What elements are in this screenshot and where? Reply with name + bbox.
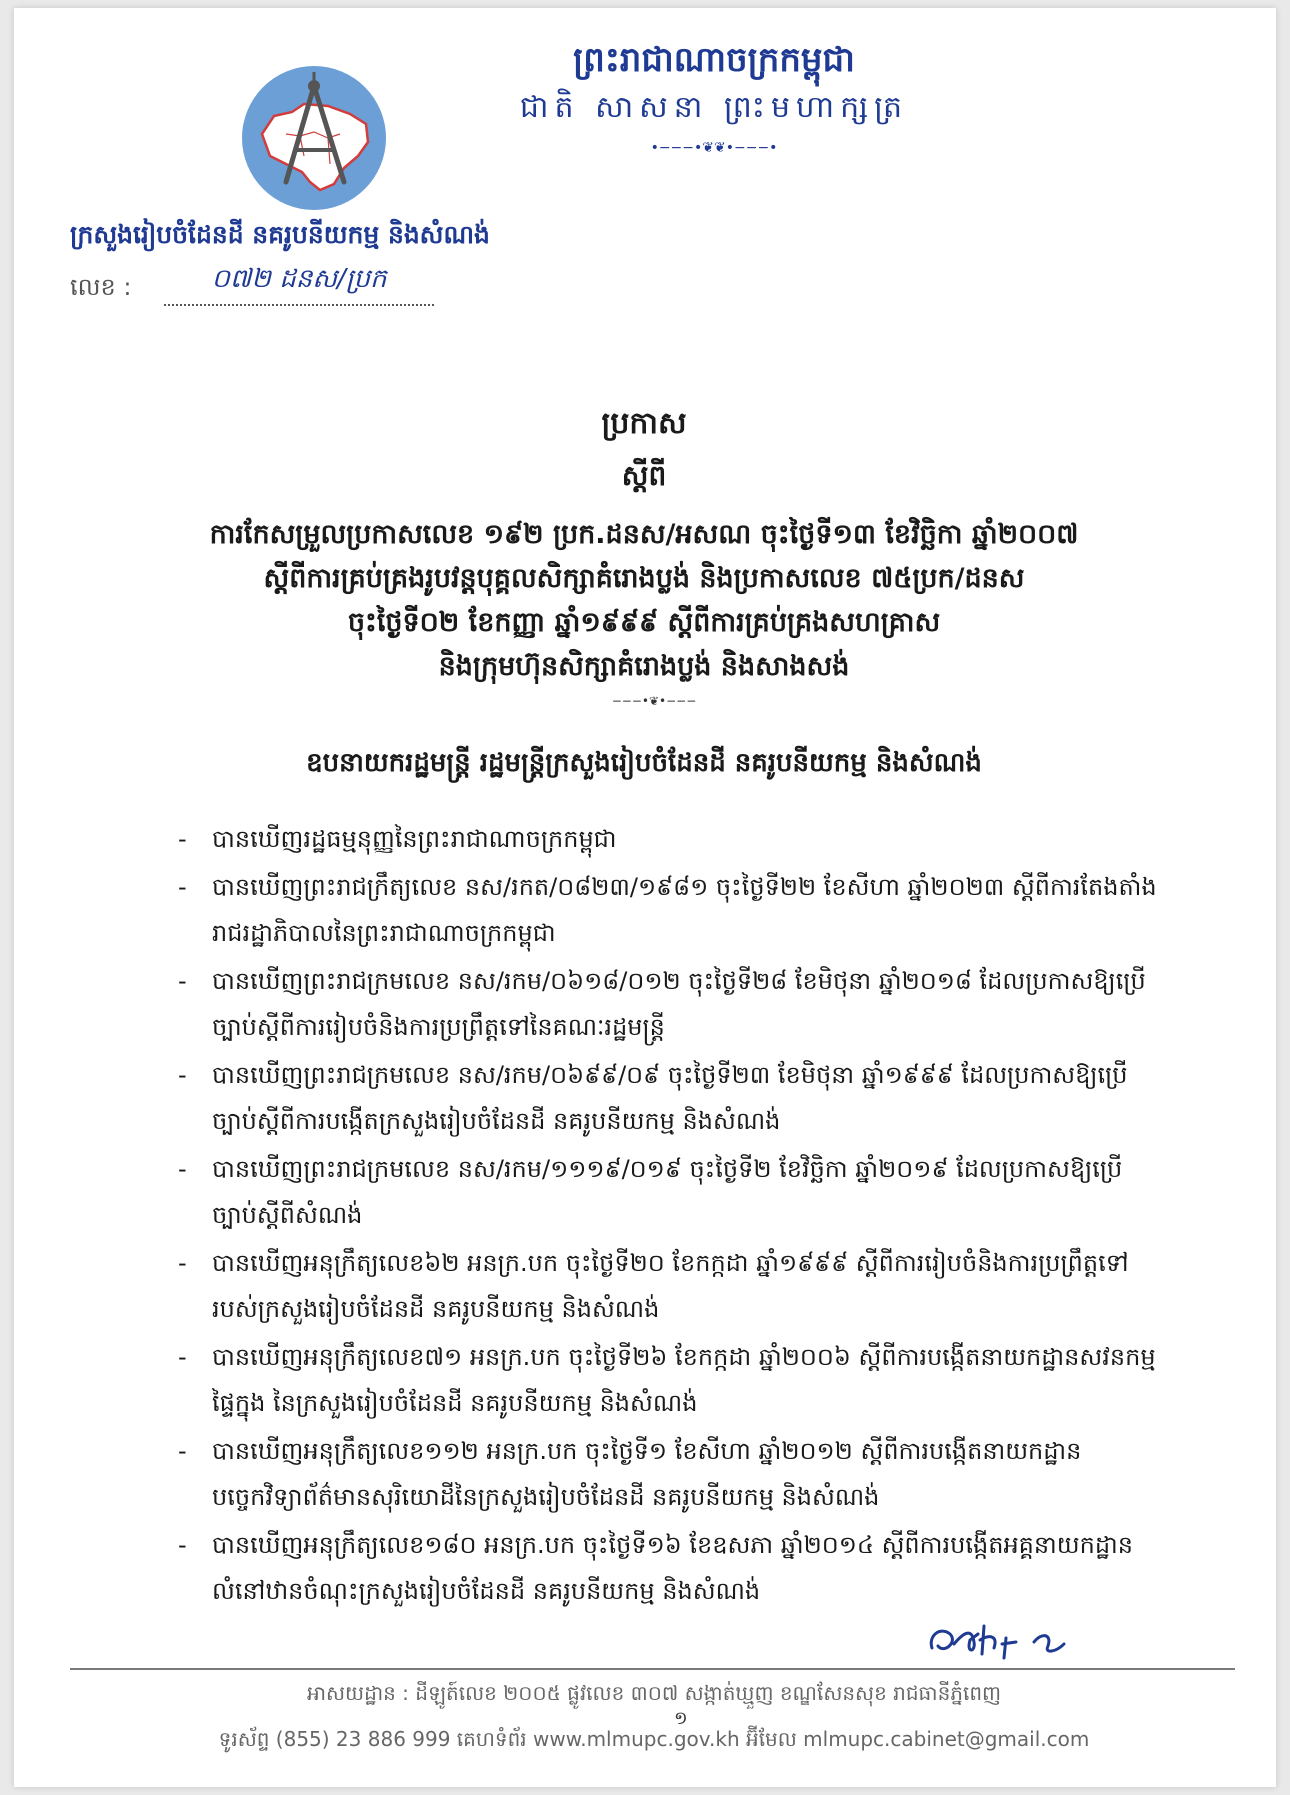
page-number: ១ — [674, 1708, 688, 1729]
title-sdeypi: ស្ដីពី — [621, 459, 667, 492]
list-item: - បានឃើញអនុក្រឹត្យលេខ១១២ អនក្រ.បក ចុះថ្ងៃទី១ ខែសីហា ឆ្នាំ២០១២ ស្ដីពីការបង្កើតនាយកដ្ឋានបច្ចេកវិទ្យាព័ត៌មានសុរិយោដីនៃក្រសួងរៀបចំដែនដី នគរូបនីយកម្ម និងសំណង់ — [164, 1428, 1164, 1520]
title-line: ការកែសម្រួលប្រកាសលេខ ១៩២ ប្រក.ដនស/អសណ ចុះថ្ងៃទី១៣ ខែវិច្ឆិកា ឆ្នាំ២០០៧ — [209, 519, 1079, 550]
minister-heading: ឧបនាយករដ្ឋមន្ត្រី រដ្ឋមន្ត្រីក្រសួងរៀបចំដែនដី នគរូបនីយកម្ម និងសំណង់ — [306, 748, 982, 778]
document-number-label: លេខ : — [70, 273, 132, 301]
national-motto: ជាតិ សាសនា ព្រះមហាក្សត្រ — [519, 90, 909, 125]
header-ornament: •−−−•❦❦•−−−• — [650, 140, 778, 156]
document-title — [94, 404, 1194, 689]
ministry-name: ក្រសួងរៀបចំដែនដី នគរូបនីយកម្ម និងសំណង់ — [70, 220, 490, 249]
list-item: - បានឃើញអនុក្រឹត្យលេខ៧១ អនក្រ.បក ចុះថ្ងៃទី២៦ ខែកក្កដា ឆ្នាំ២០០៦ ស្ដីពីការបង្កើតនាយកដ្ឋានសវនកម្មផ្ទៃក្នុង នៃក្រសួងរៀបចំដែនដី នគរូបនីយកម្ម និងសំណង់ — [164, 1334, 1164, 1426]
signature-icon — [924, 1614, 1084, 1670]
document-page — [14, 8, 1276, 1787]
ministry-logo-icon — [240, 64, 388, 212]
footer-contact: ទូរស័ព្ទ (855) 23 886 999 គេហទំព័រ www.mlmupc.gov.kh អ៊ីមែល mlmupc.cabinet@gmail.com — [218, 1727, 1090, 1751]
document-number-value: ០៧២ ដនស/ប្រក — [164, 262, 434, 306]
considerations-list — [164, 816, 1164, 1616]
title-line: និងក្រុមហ៊ុនសិក្សាគំរោងប្លង់ និងសាងសង់ — [438, 651, 850, 682]
list-item: - បានឃើញព្រះរាជក្រមលេខ នស/រកម/០៦៩៩/០៩ ចុះថ្ងៃទី២៣ ខែមិថុនា ឆ្នាំ១៩៩៩ ដែលប្រកាសឱ្យប្រើច្បាប់ស្ដីពីការបង្កើតក្រសួងរៀបចំដែនដី នគរូបនីយកម្ម និងសំណង់ — [164, 1052, 1164, 1144]
title-ornament: −−−•❦•−−− — [611, 694, 697, 708]
title-prakas: ប្រកាស — [601, 406, 687, 441]
list-item: - បានឃើញព្រះរាជក្រឹត្យលេខ នស/រកត/០៨២៣/១៩៨១ ចុះថ្ងៃទី២២ ខែសីហា ឆ្នាំ២០២៣ ស្ដីពីការតែងតាំងរាជរដ្ឋាភិបាលនៃព្រះរាជាណាចក្រកម្ពុជា — [164, 864, 1164, 956]
title-line: ចុះថ្ងៃទី០២ ខែកញ្ញា ឆ្នាំ១៩៩៩ ស្ដីពីការគ្រប់គ្រងសហគ្រាស — [347, 607, 941, 638]
list-item: - បានឃើញអនុក្រឹត្យលេខ១៨០ អនក្រ.បក ចុះថ្ងៃទី១៦ ខែឧសភា ឆ្នាំ២០១៤ ស្ដីពីការបង្កើតអគ្គនាយកដ្ឋានលំនៅឋានចំណុះក្រសួងរៀបចំដែនដី នគរូបនីយកម្ម និងសំណង់ — [164, 1522, 1164, 1614]
list-item: - បានឃើញព្រះរាជក្រមលេខ នស/រកម/០៦១៨/០១២ ចុះថ្ងៃទី២៨ ខែមិថុនា ឆ្នាំ២០១៨ ដែលប្រកាសឱ្យប្រើច្បាប់ស្ដីពីការរៀបចំនិងការប្រព្រឹត្តទៅនៃគណៈរដ្ឋមន្ត្រី — [164, 958, 1164, 1050]
footer-address: អាសយដ្ឋាន : ដីឡូត៍លេខ ២០០៥ ផ្លូវលេខ ៣០៧ សង្កាត់ឃ្មួញ ខណ្ឌសែនសុខ រាជធានីភ្នំពេញ — [306, 1681, 1002, 1705]
list-item: - បានឃើញរដ្ឋធម្មនុញ្ញនៃព្រះរាជាណាចក្រកម្ពុជា — [164, 816, 1164, 862]
title-line: ស្ដីពីការគ្រប់គ្រងរូបវន្តបុគ្គលសិក្សាគំរោងប្លង់ និងប្រកាសលេខ ៧៥ប្រក/ដនស — [263, 563, 1025, 594]
kingdom-heading: ព្រះរាជាណាចក្រកម្ពុជា — [573, 40, 855, 80]
list-item: - បានឃើញអនុក្រឹត្យលេខ៦២ អនក្រ.បក ចុះថ្ងៃទី២០ ខែកក្កដា ឆ្នាំ១៩៩៩ ស្ដីពីការរៀបចំនិងការប្រព្រឹត្តទៅរបស់ក្រសួងរៀបចំដែនដី នគរូបនីយកម្ម និងសំណង់ — [164, 1240, 1164, 1332]
footer-divider — [70, 1668, 1235, 1670]
list-item: - បានឃើញព្រះរាជក្រមលេខ នស/រកម/១១១៩/០១៩ ចុះថ្ងៃទី២ ខែវិច្ឆិកា ឆ្នាំ២០១៩ ដែលប្រកាសឱ្យប្រើច្បាប់ស្ដីពីសំណង់ — [164, 1146, 1164, 1238]
